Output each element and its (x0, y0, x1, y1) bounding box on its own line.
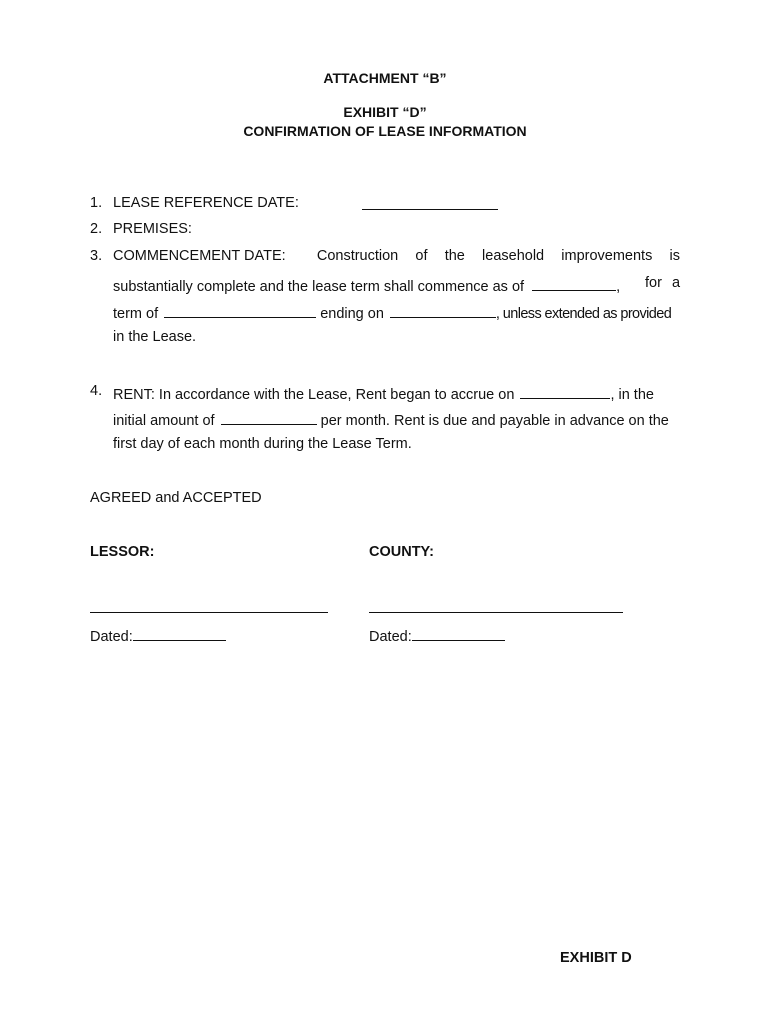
item-4-line-2 (113, 409, 680, 429)
commencement-date-blank[interactable] (532, 275, 616, 291)
rent-accrue-date-blank[interactable] (520, 383, 610, 399)
term-blank[interactable] (164, 302, 316, 318)
item-3-word: Construction (316, 248, 399, 264)
item-4-line-3: first day of each month during the Lease Term. (113, 436, 412, 452)
county-dated-label: Dated: (369, 629, 412, 645)
item-3-line-1 (113, 248, 680, 264)
item-4-text: , in the (610, 387, 654, 403)
item-3-text: ending on (320, 306, 384, 322)
item-3-word: the (444, 248, 465, 264)
item-4-text: initial amount of (113, 413, 215, 429)
county-dated (369, 625, 505, 645)
county-label: COUNTY: (369, 544, 434, 560)
lessor-dated (90, 625, 226, 645)
document-title: CONFIRMATION OF LEASE INFORMATION (243, 123, 527, 139)
item-3-word: improvements (561, 248, 653, 264)
item-4-text: RENT: In accordance with the Lease, Rent began to accrue on (113, 387, 515, 403)
agreed-text: AGREED and ACCEPTED (90, 490, 262, 506)
item-2-label: PREMISES: (113, 221, 192, 237)
item-1-number: 1. (90, 195, 103, 211)
lease-reference-date-blank[interactable] (362, 209, 498, 210)
county-date-blank[interactable] (412, 625, 505, 641)
footer-exhibit-label: EXHIBIT D (560, 950, 632, 966)
item-4-text: per month. Rent is due and payable in advance on the (320, 413, 669, 429)
item-3-text: , unless extended as provided (495, 306, 672, 322)
item-3-text: substantially complete and the lease term shall commence as of (113, 279, 525, 295)
item-3-word: of (415, 248, 428, 264)
ending-date-blank[interactable] (390, 302, 496, 318)
lessor-date-blank[interactable] (133, 625, 226, 641)
item-3-line-4: in the Lease. (113, 329, 197, 345)
lessor-dated-label: Dated: (90, 629, 133, 645)
item-2-number: 2. (90, 221, 103, 237)
item-3-label: COMMENCEMENT DATE: (113, 248, 286, 264)
item-3-word: is (669, 248, 680, 264)
exhibit-heading: EXHIBIT “D” (343, 104, 427, 120)
item-4-number: 4. (90, 383, 103, 399)
item-4-line-1 (113, 383, 680, 403)
lessor-label: LESSOR: (90, 544, 155, 560)
attachment-heading: ATTACHMENT “B” (323, 70, 447, 86)
item-3-line-2 (113, 275, 680, 295)
item-3-text: for (645, 275, 662, 291)
item-3-line-3 (113, 302, 680, 322)
item-3-word: leasehold (482, 248, 545, 264)
county-signature-line[interactable] (369, 612, 623, 613)
item-3-number: 3. (90, 248, 103, 264)
lessor-signature-line[interactable] (90, 612, 328, 613)
comma: , (616, 279, 621, 295)
initial-amount-blank[interactable] (221, 409, 317, 425)
item-3-text: term of (113, 306, 159, 322)
item-1-label: LEASE REFERENCE DATE: (113, 195, 299, 211)
item-3-text: a (672, 275, 681, 291)
